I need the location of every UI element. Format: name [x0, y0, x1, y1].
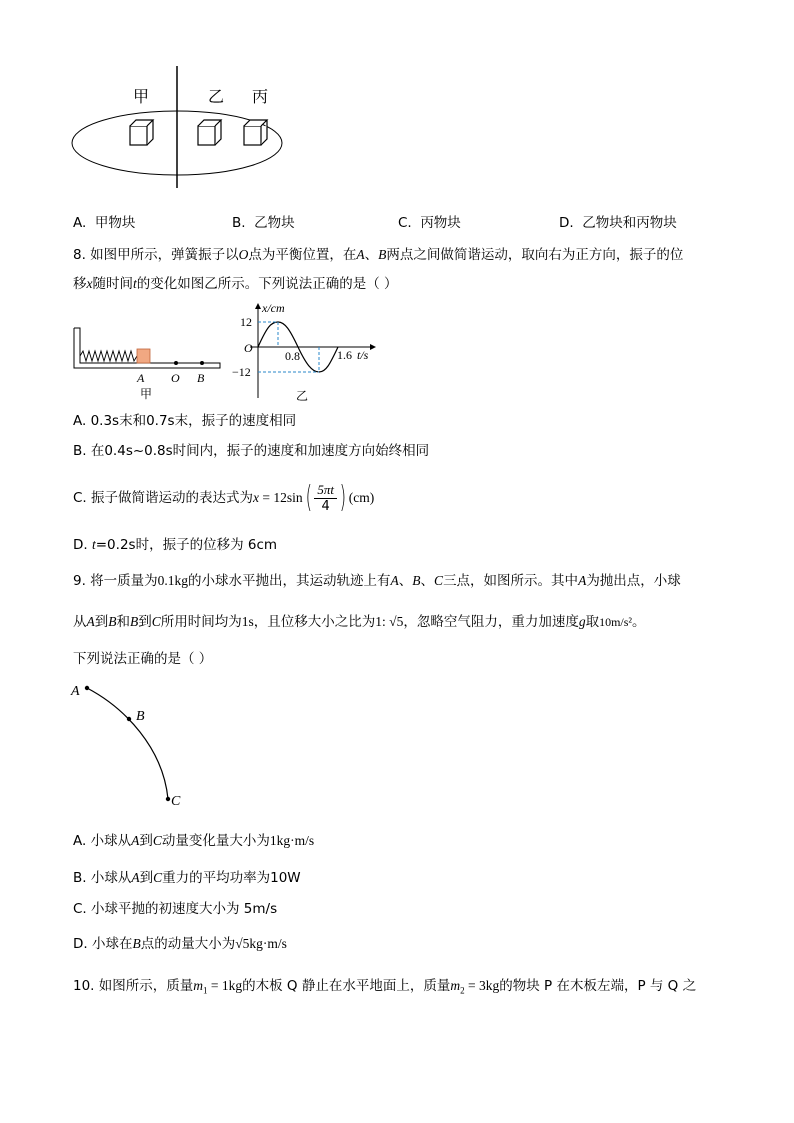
t2-label: 1.6: [337, 348, 352, 362]
q9-option-b: B. 小球从A到C重力的平均功率为10W: [73, 870, 301, 886]
q9-stem-line2: 从A到B和B到C所用时间均为1s，且位移大小之比为1: √5，忽略空气阻力，重力加速度g取10m/s²。: [73, 614, 646, 630]
q9-stem-line1: 9. 将一质量为0.1kg的小球水平抛出，其运动轨迹上有A、B、C三点，如图所示。其中A为抛出点，小球: [73, 573, 681, 589]
label-yi: 乙: [208, 89, 225, 106]
cube-yi: [198, 120, 221, 145]
y-max-label: 12: [240, 315, 252, 329]
y-min-label: −12: [232, 365, 251, 379]
q7-figure: [60, 60, 300, 195]
x-axis-label: t/s: [357, 348, 369, 362]
q9-figure: [65, 678, 205, 813]
t1-label: 0.8: [285, 349, 300, 363]
q9-option-a: A. 小球从A到C动量变化量大小为1kg·m/s: [73, 833, 315, 849]
q9-option-d: D. 小球在B点的动量大小为√5kg·m/s: [73, 936, 287, 952]
q8-stem-line2: 移x随时间t的变化如图乙所示。下列说法正确的是（ ）: [73, 276, 398, 292]
oscillator-block: [137, 349, 150, 363]
trajectory-curve: [87, 688, 168, 799]
caption-jia: 甲: [140, 387, 153, 400]
q8-figure-jia: [70, 320, 225, 400]
q8-figure-yi: [230, 300, 380, 405]
q8-option-d: D. t=0.2s时，振子的位移为 6cm: [73, 537, 278, 553]
q8-option-b: B. 在0.4s~0.8s时间内，振子的速度和加速度方向始终相同: [73, 443, 430, 459]
y-axis-label: x/cm: [262, 301, 285, 315]
cube-bing: [244, 120, 267, 145]
label-bing: 丙: [252, 89, 269, 106]
q7-option-a: A. 甲物块: [73, 215, 136, 231]
label-jia: 甲: [133, 89, 150, 106]
point-A-label: A: [71, 684, 80, 699]
q8-stem-line1: 8. 如图甲所示，弹簧振子以O点为平衡位置，在A、B两点之间做简谐运动，取向右为正方向，振子的位: [73, 247, 684, 263]
q7-option-d: D. 乙物块和丙物块: [559, 215, 677, 231]
point-B-label: B: [136, 709, 145, 724]
q9-option-c: C. 小球平抛的初速度大小为 5m/s: [73, 901, 278, 917]
q8-option-a: A. 0.3s末和0.7s末，振子的速度相同: [73, 413, 297, 429]
q10-stem-line1: 10. 如图所示，质量$m_1 = 1kg$的木板 Q 静止在水平地面上，质量$m_2 = 3kg$的物块 P 在木板左端，P 与 Q 之: [73, 978, 697, 996]
label-O: O: [171, 371, 180, 385]
q9-stem-line3: 下列说法正确的是（ ）: [73, 651, 213, 667]
cube-jia: [130, 120, 153, 145]
label-B: B: [197, 371, 205, 385]
caption-yi: 乙: [296, 389, 309, 403]
q7-option-b: B. 乙物块: [232, 215, 295, 231]
origin-label: O: [244, 341, 253, 355]
q7-option-c: C. 丙物块: [398, 215, 461, 231]
q8-option-c: C. 振子做简谐运动的表达式为x = 12sin( $\frac{5\pi t}{4}$ ) (cm): [73, 480, 375, 515]
point-C-label: C: [171, 794, 181, 809]
label-A: A: [137, 371, 145, 385]
